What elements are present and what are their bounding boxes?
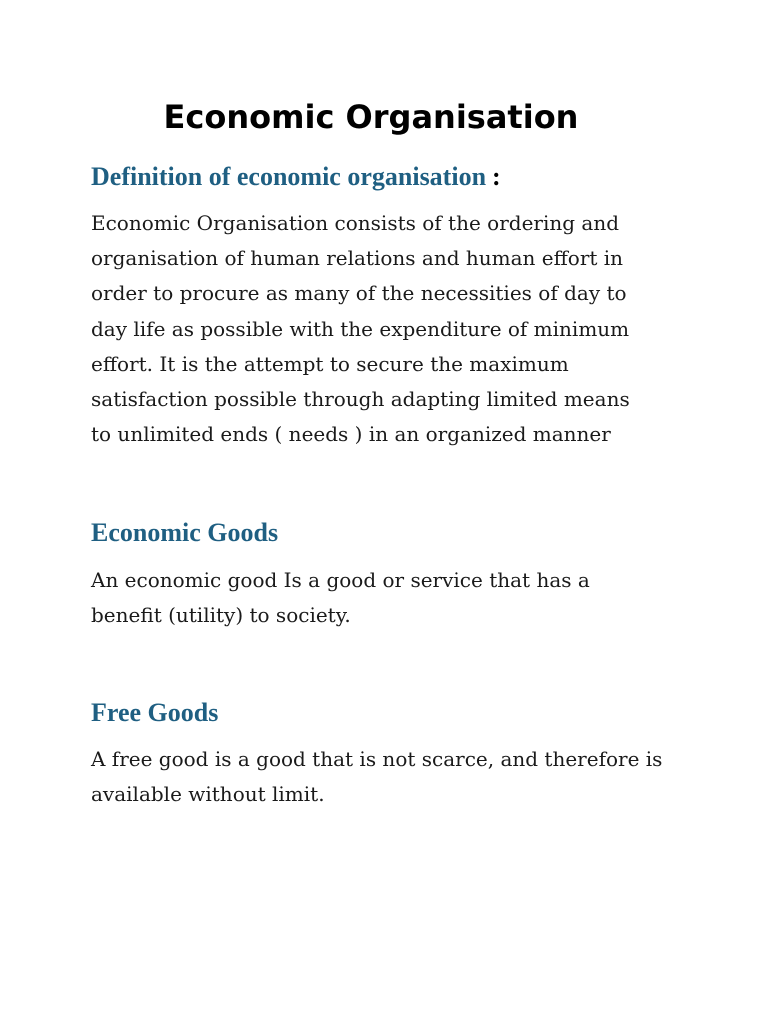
section-heading-definition xyxy=(91,160,501,194)
page-title: Economic Organisation xyxy=(163,98,579,136)
economic-goods-paragraph xyxy=(91,563,701,633)
paragraph-line: day life as possible with the expenditure of minimum xyxy=(91,316,630,341)
paragraph-line: benefit (utility) to society. xyxy=(91,603,351,628)
paragraph-line: available without limit. xyxy=(91,782,325,807)
section-heading-definition-text: Definition of economic organisation xyxy=(91,162,487,191)
paragraph-line: effort. It is the attempt to secure the maximum xyxy=(91,351,569,376)
section-heading-economic-goods: Economic Goods xyxy=(91,518,279,547)
free-goods-paragraph xyxy=(91,742,701,812)
paragraph-line: Economic Organisation consists of the ordering and xyxy=(91,211,620,235)
definition-paragraph xyxy=(91,206,701,452)
paragraph-line: An economic good Is a good or service that has a xyxy=(91,568,590,592)
paragraph-line: order to procure as many of the necessities of day to xyxy=(91,281,627,306)
paragraph-line: to unlimited ends ( needs ) in an organized manner xyxy=(91,422,611,447)
paragraph-line: satisfaction possible through adapting limited means xyxy=(91,387,630,412)
paragraph-line: A free good is a good that is not scarce, and therefore is xyxy=(91,747,663,771)
section-heading-colon: : xyxy=(492,162,501,191)
section-heading-free-goods: Free Goods xyxy=(91,698,219,727)
paragraph-line: organisation of human relations and human effort in xyxy=(91,246,624,271)
